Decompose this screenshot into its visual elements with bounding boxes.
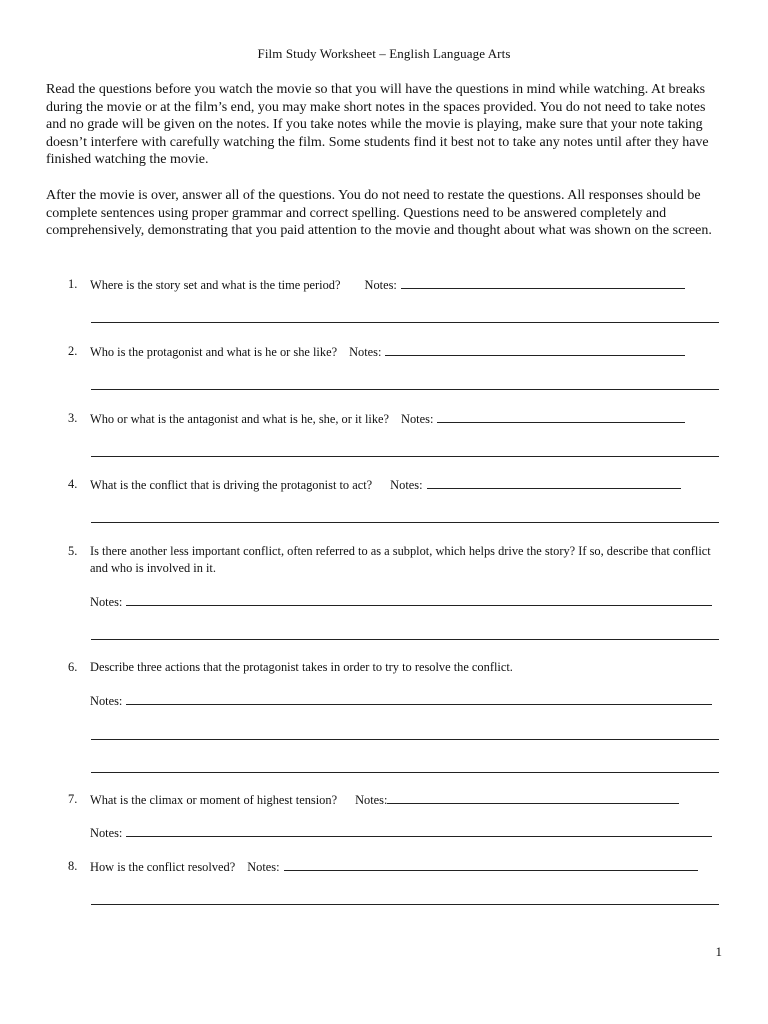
notes-field[interactable] [126,692,712,705]
notes-label: Notes: [349,345,382,359]
notes-label: Notes: [90,694,123,708]
question-text: Who or what is the antagonist and what is he, she, or it like? [90,412,390,426]
question-number: 3. [68,411,78,425]
intro-paragraph-1: Read the questions before you watch the movie so that you will have the questions in mind while watching. At breaks during the movie or at the film’s end, you may make short notes in the spaces provided. You do not need to take notes and no grade will be given on the notes. If you take notes while the movie is playing, make sure that your note taking doesn’t interfere with carefully watching the film. Some students find it best not to take any notes until after they have finished watching the movie. [46,82,709,167]
question-text: Is there another less important conflict, often referred to as a subplot, which helps drive the story? If so, describe that conflict and who is involved in it. [90,544,711,575]
question-text: What is the conflict that is driving the protagonist to act? [90,478,373,492]
notes-field[interactable] [437,410,685,423]
answer-line[interactable] [91,389,719,390]
question-6-notes [90,692,712,709]
answer-line[interactable] [91,739,719,740]
notes-field[interactable] [126,593,712,606]
page-number: 1 [715,944,722,959]
notes-label: Notes: [90,595,123,609]
notes-label: Notes: [247,860,280,874]
question-number: 5. [68,544,78,558]
notes-label: Notes: [364,278,397,292]
answer-line[interactable] [91,522,719,523]
answer-line[interactable] [91,322,719,323]
question-number: 1. [68,277,78,291]
answer-line[interactable] [91,456,719,457]
notes-label: Notes: [90,826,123,840]
answer-line[interactable] [91,904,719,905]
notes-field[interactable] [427,476,681,489]
notes-field[interactable] [385,343,685,356]
question-7-notes [90,824,712,841]
question-text: Where is the story set and what is the time period? [90,278,341,292]
question-text: Describe three actions that the protagonist takes in order to try to resolve the conflict. [90,660,513,674]
notes-label: Notes: [401,412,434,426]
question-number: 6. [68,660,78,674]
notes-field[interactable] [387,791,679,804]
question-number: 8. [68,859,78,873]
page-title: Film Study Worksheet – English Language Arts [257,46,511,61]
question-text: What is the climax or moment of highest tension? [90,793,338,807]
question-5-notes [90,593,712,610]
question-number: 4. [68,477,78,491]
notes-label: Notes: [390,478,423,492]
question-text: Who is the protagonist and what is he or she like? [90,345,338,359]
notes-field[interactable] [284,858,698,871]
intro-paragraph-2: After the movie is over, answer all of the questions. You do not need to restate the questions. All responses should be complete sentences using proper grammar and correct spelling. Questions need to be answered completely and comprehensively, demonstrating that you paid attention to the movie and thought about what was shown on the screen. [46,188,712,238]
question-text: How is the conflict resolved? [90,860,236,874]
notes-field[interactable] [401,276,685,289]
notes-label: Notes: [355,793,388,807]
notes-field[interactable] [126,824,712,837]
question-number: 2. [68,344,78,358]
question-number: 7. [68,792,78,806]
answer-line[interactable] [91,639,719,640]
answer-line[interactable] [91,772,719,773]
